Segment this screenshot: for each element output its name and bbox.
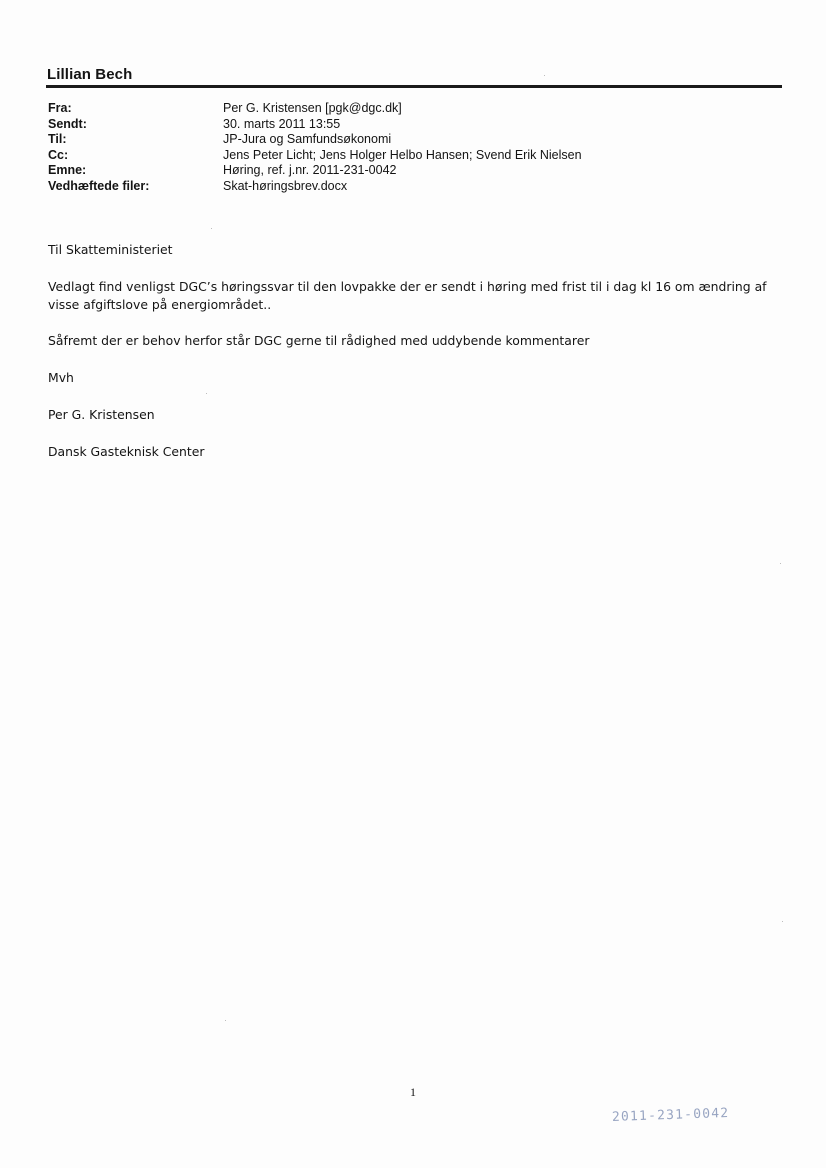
- header-label: Til:: [48, 132, 67, 147]
- body-organization: Dansk Gasteknisk Center: [48, 444, 205, 459]
- body-offer: Såfremt der er behov herfor står DGC gerne til rådighed med uddybende kommentarer: [48, 333, 590, 348]
- header-label: Vedhæftede filer:: [48, 178, 150, 193]
- scan-speck: [544, 75, 545, 76]
- header-value-to: JP-Jura og Samfundsøkonomi: [223, 132, 392, 147]
- header-label: Emne:: [48, 163, 87, 178]
- header-value-from: Per G. Kristensen [pgk@dgc.dk]: [223, 101, 402, 115]
- header-value-subject: Høring, ref. j.nr. 2011-231-0042: [223, 163, 397, 178]
- scan-speck: [211, 228, 212, 229]
- body-greeting: Til Skatteministeriet: [48, 242, 173, 257]
- scan-speck: [225, 1020, 226, 1021]
- scan-speck: [782, 921, 783, 922]
- scan-speck: [780, 563, 781, 564]
- page-number: 1: [410, 1085, 416, 1099]
- body-sender-name: Per G. Kristensen: [48, 407, 155, 422]
- header-label: Sendt:: [48, 116, 87, 131]
- mailbox-owner-name: Lillian Bech: [47, 66, 133, 83]
- handwritten-reference-stamp: 2011-231-0042: [611, 1105, 730, 1125]
- header-value-sent: 30. marts 2011 13:55: [223, 116, 341, 131]
- header-value-cc: Jens Peter Licht; Jens Holger Helbo Hansen; Svend Erik Nielsen: [223, 147, 582, 162]
- header-label: Fra:: [48, 101, 72, 115]
- header-label: Cc:: [48, 147, 69, 162]
- scan-speck: [206, 393, 207, 394]
- header-divider: [46, 85, 782, 88]
- header-value-attachments: Skat-høringsbrev.docx: [223, 178, 348, 193]
- body-main-line-1: Vedlagt find venligst DGC’s høringssvar til den lovpakke der er sendt i høring med frist til i dag kl 16 om ændring af: [48, 279, 767, 294]
- body-closing: Mvh: [48, 370, 74, 385]
- body-main-line-2: visse afgiftslove på energiområdet..: [48, 297, 272, 312]
